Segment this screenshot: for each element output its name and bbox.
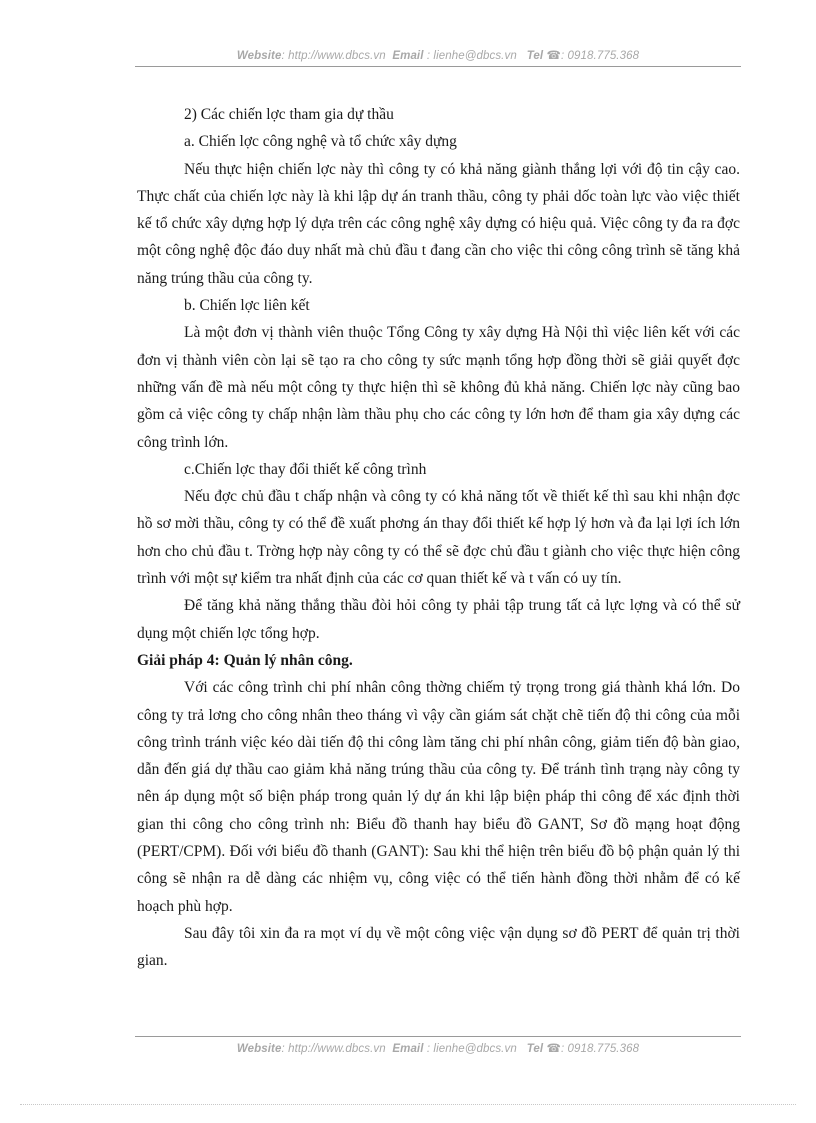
page-bottom-dotted-line bbox=[20, 1104, 796, 1105]
footer-divider bbox=[135, 1036, 741, 1037]
section-title: 2) Các chiến lợc tham gia dự thầu bbox=[184, 106, 394, 123]
phone-icon: ☎ bbox=[546, 1043, 561, 1055]
tel-label: Tel bbox=[526, 50, 544, 62]
website-value[interactable]: : http://www.dbcs.vn bbox=[281, 50, 386, 62]
paragraph: Để tăng khả năng thắng thầu đòi hỏi công ty phải tập trung tất cả lực lợng và có thể sử dụng một chiến lợc tổng hợp. bbox=[137, 597, 740, 642]
website-label: Website bbox=[236, 1043, 282, 1055]
website-value[interactable]: : http://www.dbcs.vn bbox=[281, 1043, 386, 1055]
email-value[interactable]: : lienhe@dbcs.vn bbox=[423, 1043, 517, 1055]
page-footer bbox=[135, 1041, 741, 1055]
subsection-c-title: c.Chiến lợc thay đổi thiết kế công trình bbox=[184, 460, 427, 478]
tel-value: : 0918.775.368 bbox=[560, 50, 640, 62]
paragraph: Với các công trình chi phí nhân công thờng chiếm tỷ trọng trong giá thành khá lớn. Do công ty trả lơng cho công nhân theo tháng vì vậy cần giám sát chặt chẽ tiến độ thi công của mỗi công trình tránh việc kéo dài tiến độ thi công làm tăng chi phí nhân công, giảm tiến độ bàn giao, dẫn đến giá dự thầu cao giảm khả năng trúng thầu của công ty. Để tránh tình trạng này công ty nên áp dụng một số biện pháp trong quản lý dự án khi lập biện pháp thi công để xác định thời gian thi công cho công trình nh: Biểu đồ thanh hay biểu đồ GANT, Sơ đồ mạng hoạt động (PERT/CPM). Đối với biểu đồ thanh (GANT): Sau khi thể hiện trên biểu đồ bộ phận quản lý thi công sẽ nhận ra dễ dàng các nhiệm vụ, công việc có thể tiến hành đồng thời nhằm để có kế hoạch phù hợp. bbox=[137, 679, 740, 915]
website-label: Website bbox=[236, 50, 282, 62]
document-body bbox=[137, 101, 740, 975]
solution-heading: Giải pháp 4: Quản lý nhân công. bbox=[137, 651, 353, 669]
paragraph: Nếu đợc chủ đầu t chấp nhận và công ty có khả năng tốt về thiết kế thì sau khi nhận đợc hồ sơ mời thầu, công ty có thể đề xuất phơng án thay đổi thiết kế hợp lý hơn và đa lại lợi ích lớn hơn cho chủ đầu t. Trờng hợp này công ty có thể sẽ đợc chủ đầu t giành cho việc thực hiện công trình với một sự kiểm tra nhất định của các cơ quan thiết kế và t vấn có uy tín. bbox=[137, 488, 740, 588]
paragraph: Là một đơn vị thành viên thuộc Tổng Công ty xây dựng Hà Nội thì việc liên kết với các đơn vị thành viên còn lại sẽ tạo ra cho công ty sức mạnh tổng hợp đồng thời sẽ giải quyết đợc những vấn đề mà nếu một công ty thực hiện thì sẽ không đủ khả năng. Chiến lợc này cũng bao gồm cả việc công ty chấp nhận làm thầu phụ cho các công ty lớn hơn để tham gia xây dựng các công trình lớn. bbox=[137, 324, 740, 451]
paragraph: Nếu thực hiện chiến lợc này thì công ty có khả năng giành thắng lợi với độ tin cậy cao. Thực chất của chiến lợc này là khi lập dự án tranh thầu, công ty phải dốc toàn lực vào việc thiết kế tổ chức xây dựng hợp lý dựa trên các công nghệ xây dựng có hiệu quả. Việc công ty đa ra đợc một công nghệ độc đáo duy nhất mà chủ đầu t đang cần cho việc thi công công trình sẽ tăng khả năng trúng thầu của công ty. bbox=[137, 160, 740, 287]
phone-icon: ☎ bbox=[546, 50, 561, 62]
tel-value: : 0918.775.368 bbox=[560, 1043, 640, 1055]
subsection-b-title: b. Chiến lợc liên kết bbox=[184, 297, 310, 315]
header-divider bbox=[135, 66, 741, 67]
page-header bbox=[135, 48, 741, 62]
subsection-a-title: a. Chiến lợc công nghệ và tổ chức xây dựng bbox=[184, 133, 457, 151]
email-label: Email bbox=[392, 1043, 424, 1055]
tel-label: Tel bbox=[526, 1043, 544, 1055]
email-label: Email bbox=[392, 50, 424, 62]
paragraph: Sau đây tôi xin đa ra mọt ví dụ về một công việc vận dụng sơ đồ PERT để quản trị thời gian. bbox=[137, 924, 740, 970]
email-value[interactable]: : lienhe@dbcs.vn bbox=[423, 50, 517, 62]
